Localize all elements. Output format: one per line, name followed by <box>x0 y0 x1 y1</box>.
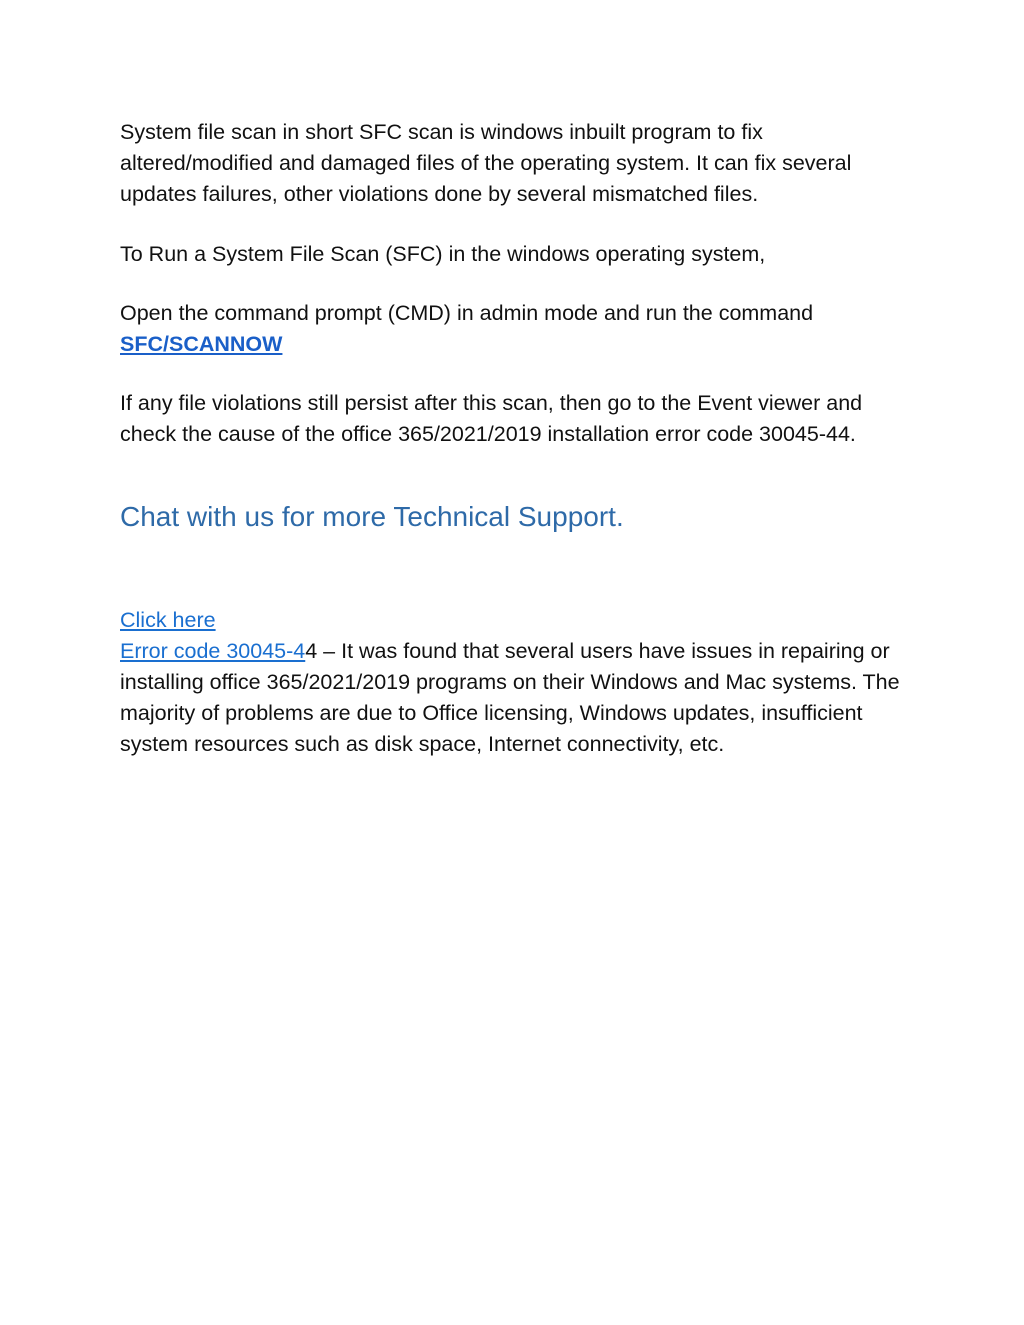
click-here-link[interactable]: Click here <box>120 607 216 632</box>
command-paragraph-text: Open the command prompt (CMD) in admin mode and run the command <box>120 300 814 325</box>
spacer <box>120 535 910 605</box>
run-sfc-paragraph: To Run a System File Scan (SFC) in the windows operating system, <box>120 241 766 266</box>
sfc-scannow-link[interactable]: SFC/SCANNOW <box>120 332 283 357</box>
error-description-text: 4 – It was found that several users have issues in repairing or installing office 365/2021/2019 programs on their Windows and Mac systems. The majority of problems are due to Office licensing, Windows updates, insufficient system resources such as disk space, Internet connectivity, etc. <box>120 638 900 757</box>
command-paragraph <box>120 298 910 360</box>
footer-block <box>120 605 910 761</box>
support-heading: Chat with us for more Technical Support. <box>120 500 624 532</box>
error-code-link[interactable]: Error code 30045-4 <box>120 638 306 663</box>
intro-paragraph: System file scan in short SFC scan is windows inbuilt program to fix altered/modified and damaged files of the operating system. It can fix several updates failures, other violations done by several mismatched files. <box>120 120 852 207</box>
event-viewer-paragraph: If any file violations still persist after this scan, then go to the Event viewer and check the cause of the office 365/2021/2019 installation error code 30045-44. <box>120 391 863 447</box>
document-page <box>120 117 910 761</box>
